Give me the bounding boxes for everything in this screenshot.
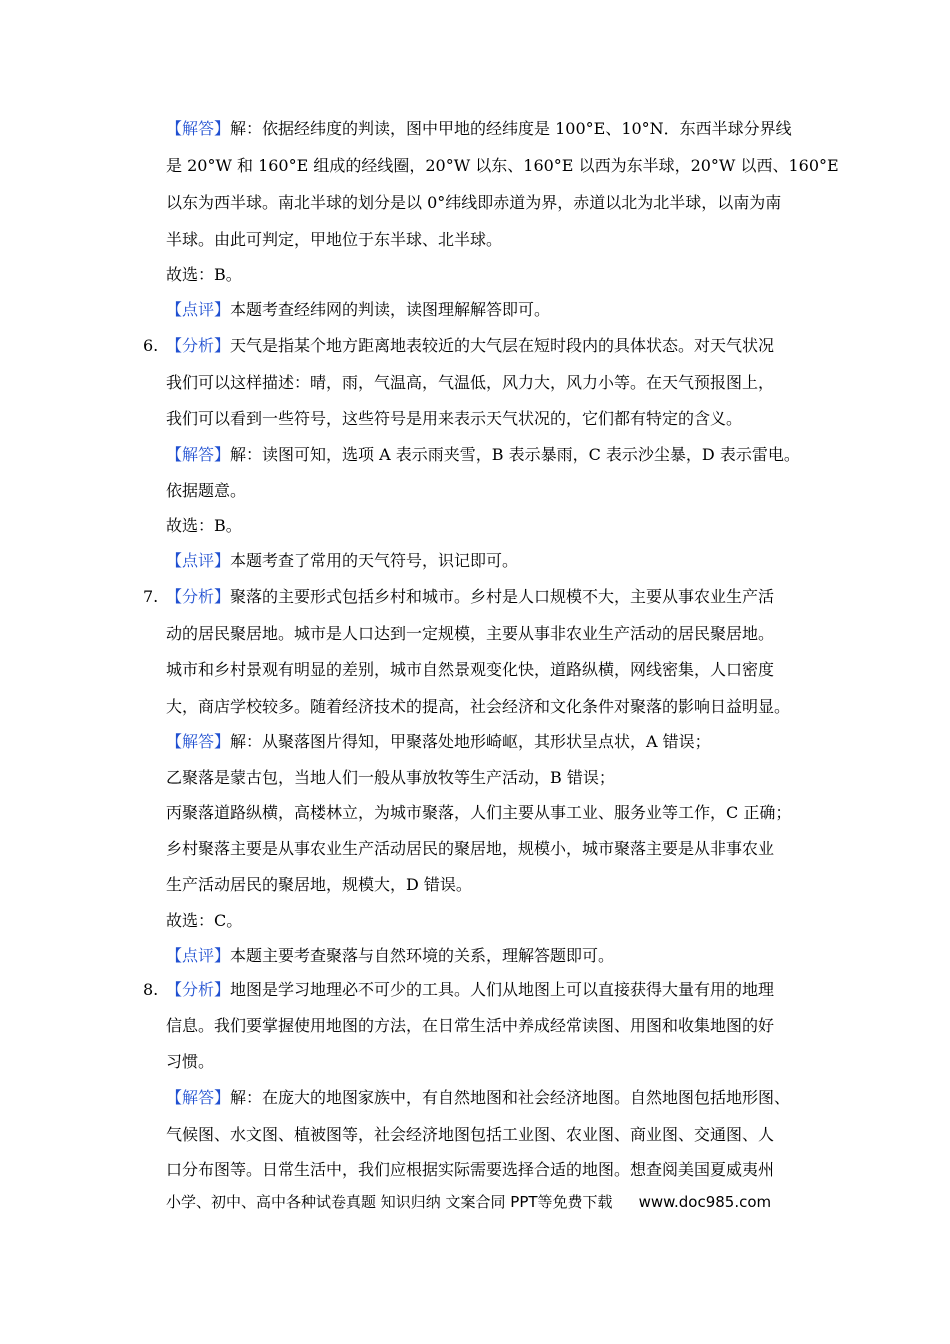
q5-answer-line-2: 是 20°W 和 160°E 组成的经线圈，20°W 以东、160°E 以西为东半球，20°W 以西、160°E: [166, 156, 839, 175]
comment-tag: 【点评】: [166, 946, 231, 965]
q5-answer-line-1: 【解答】解：依据经纬度的判读，图中甲地的经纬度是 100°E、10°N．东西半球分界线: [166, 119, 792, 138]
footer-text: 小学、初中、高中各种试卷真题 知识归纳 文案合同 PPT等免费下载: [166, 1193, 613, 1211]
analysis-tag: 【分析】: [166, 980, 231, 999]
footer-url[interactable]: www.doc985.com: [638, 1193, 772, 1211]
q7-analysis-line-4: 大，商店学校较多。随着经济技术的提高，社会经济和文化条件对聚落的影响日益明显。: [166, 697, 791, 716]
q6-comment: 【点评】本题考查了常用的天气符号，识记即可。: [166, 551, 519, 570]
q7-comment: 【点评】本题主要考查聚落与自然环境的关系，理解答题即可。: [166, 946, 615, 965]
q5-comment: 【点评】本题考查经纬网的判读，读图理解解答即可。: [166, 300, 551, 319]
q6-analysis-line-3: 我们可以看到一些符号，这些符号是用来表示天气状况的，它们都有特定的含义。: [166, 409, 743, 428]
q6-analysis-line-1: 【分析】天气是指某个地方距离地表较近的大气层在短时段内的具体状态。对天气状况: [166, 336, 775, 355]
answer-tag: 【解答】: [166, 445, 231, 464]
q6-number: 6.: [143, 336, 159, 355]
q5-answer-line-3: 以东为西半球。南北半球的划分是以 0°纬线即赤道为界，赤道以北为北半球，以南为南: [166, 193, 782, 212]
q7-analysis-line-3: 城市和乡村景观有明显的差别，城市自然景观变化快，道路纵横，网线密集，人口密度: [166, 660, 775, 679]
page-footer: [166, 1191, 771, 1212]
q7-answer-line-1: 【解答】解：从聚落图片得知，甲聚落处地形崎岖，其形状呈点状，A 错误；: [166, 732, 711, 751]
q7-number: 7.: [143, 587, 159, 606]
q8-analysis-line-1: 【分析】地图是学习地理必不可少的工具。人们从地图上可以直接获得大量有用的地理: [166, 980, 775, 999]
q6-analysis-line-2: 我们可以这样描述：晴，雨，气温高，气温低，风力大，风力小等。在天气预报图上，: [166, 373, 775, 392]
comment-tag: 【点评】: [166, 300, 231, 319]
answer-tag: 【解答】: [166, 119, 231, 138]
q6-answer-line-1: 【解答】解：读图可知，选项 A 表示雨夹雪，B 表示暴雨，C 表示沙尘暴，D 表示雷电。: [166, 445, 800, 464]
q7-answer-line-5: 生产活动居民的聚居地，规模大，D 错误。: [166, 875, 472, 894]
q5-answer-line-4: 半球。由此可判定，甲地位于东半球、北半球。: [166, 230, 503, 249]
q8-answer-line-3: 口分布图等。日常生活中，我们应根据实际需要选择合适的地图。想查阅美国夏威夷州: [166, 1160, 775, 1179]
q8-number: 8.: [143, 980, 159, 999]
answer-tag: 【解答】: [166, 732, 231, 751]
q8-analysis-line-3: 习惯。: [166, 1052, 215, 1071]
analysis-tag: 【分析】: [166, 587, 231, 606]
q8-answer-line-1: 【解答】解：在庞大的地图家族中，有自然地图和社会经济地图。自然地图包括地形图、: [166, 1088, 791, 1107]
q8-analysis-line-2: 信息。我们要掌握使用地图的方法，在日常生活中养成经常读图、用图和收集地图的好: [166, 1016, 775, 1035]
q8-answer-line-2: 气候图、水文图、植被图等，社会经济地图包括工业图、农业图、商业图、交通图、人: [166, 1125, 775, 1144]
q6-answer-line-2: 依据题意。: [166, 481, 247, 500]
q7-analysis-line-1: 【分析】聚落的主要形式包括乡村和城市。乡村是人口规模不大，主要从事农业生产活: [166, 587, 775, 606]
q7-analysis-line-2: 动的居民聚居地。城市是人口达到一定规模，主要从事非农业生产活动的居民聚居地。: [166, 624, 775, 643]
analysis-tag: 【分析】: [166, 336, 231, 355]
q7-answer-line-4: 乡村聚落主要是从事农业生产活动居民的聚居地，规模小，城市聚落主要是从非事农业: [166, 839, 775, 858]
comment-tag: 【点评】: [166, 551, 231, 570]
q7-answer-line-3: 丙聚落道路纵横，高楼林立，为城市聚落，人们主要从事工业、服务业等工作，C 正确；: [166, 803, 792, 822]
q5-choice: 故选：B。: [166, 265, 242, 284]
q6-choice: 故选：B。: [166, 516, 242, 535]
q7-answer-line-2: 乙聚落是蒙古包，当地人们一般从事放牧等生产活动，B 错误；: [166, 768, 615, 787]
answer-tag: 【解答】: [166, 1088, 231, 1107]
q7-choice: 故选：C。: [166, 911, 243, 930]
